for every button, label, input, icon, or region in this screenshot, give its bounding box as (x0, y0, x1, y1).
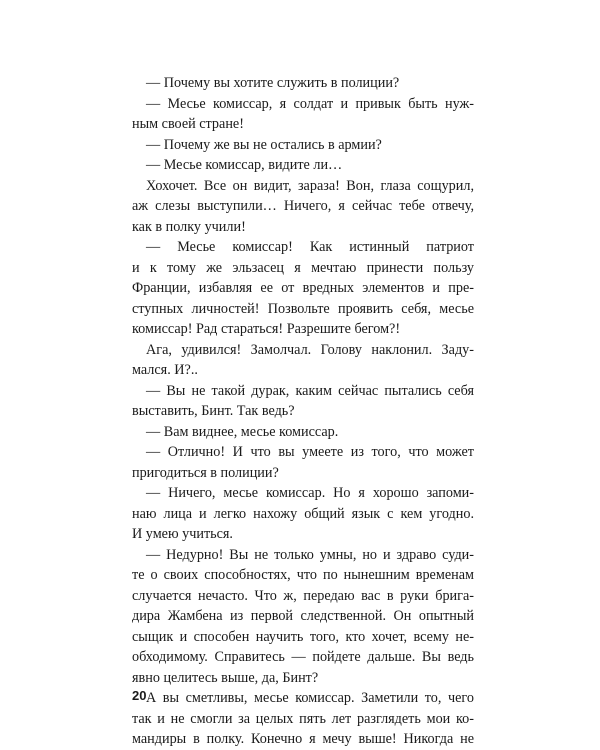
text-line: — Отлично! И что вы умеете из того, что может (146, 444, 474, 460)
text-line: мандиры в полку. Конечно я мечу выше! Никогда не (132, 731, 474, 747)
text-line: те о своих способностях, что по нынешним временам (132, 567, 474, 583)
text-line: — Почему же вы не остались в армии? (146, 136, 382, 153)
text-line: — Вы не такой дурак, каким сейчас пытались себя (146, 382, 474, 399)
text-line: комиссар! Рад стараться! Разрешите бегом?! (132, 321, 401, 337)
text-line: — Месье комиссар, я солдат и привык быть нуж- (146, 95, 474, 112)
text-line: — Недурно! Вы не только умны, но и здраво суди- (146, 546, 474, 563)
text-line: и к тому же эльзасец я мечтаю принести пользу (132, 259, 474, 276)
text-line: пригодиться в полиции? (132, 464, 279, 481)
text-line: сыщик и способен научить того, кто хочет, всему не- (132, 628, 474, 645)
text-line: случается нечасто. Что ж, передаю вас в руки брига- (132, 587, 474, 604)
text-line: А вы сметливы, месье комиссар. Заметили то, чего (146, 690, 474, 706)
text-line: наю лица и легко нахожу общий язык с кем угодно. (132, 505, 474, 522)
text-line: И умею учиться. (132, 526, 233, 542)
text-line: — Вам виднее, месье комиссар. (146, 423, 339, 440)
text-line: ным своей стране! (132, 116, 244, 132)
text-line: выставить, Бинт. Так ведь? (132, 403, 295, 419)
text-line: как в полку учили! (132, 218, 246, 235)
body-text (132, 73, 474, 750)
text-line: явно целитесь выше, да, Бинт? (132, 669, 319, 686)
text-line: — Месье комиссар! Как истинный патриот (146, 239, 474, 255)
text-line: — Месье комиссар, видите ли… (146, 157, 343, 173)
text-line: так и не смогли за целых пять лет разглядеть мои ко- (132, 710, 474, 727)
text-line: Франции, избавляя ее от вредных элементов и пре- (132, 280, 474, 296)
text-line: Ага, удивился! Замолчал. Голову наклонил. Заду- (146, 341, 474, 358)
text-line: ступных личностей! Позвольте проявить себя, месье (132, 300, 474, 317)
text-line: — Почему вы хотите служить в полиции? (146, 75, 400, 91)
text-line: обходимому. Справитесь — пойдете дальше. Вы ведь (132, 649, 474, 665)
text-line: — Ничего, месье комиссар. Но я хорошо запоми- (146, 485, 474, 501)
text-line: дира Жамбена из первой следственной. Он опытный (132, 608, 474, 624)
text-line: аж слезы выступили… Ничего, я сейчас тебе отвечу, (132, 198, 474, 214)
text-line: Хохочет. Все он видит, зараза! Вон, глаза сощурил, (146, 177, 474, 194)
page-number: 20 (132, 688, 147, 703)
text-line: мался. И?.. (132, 362, 198, 378)
